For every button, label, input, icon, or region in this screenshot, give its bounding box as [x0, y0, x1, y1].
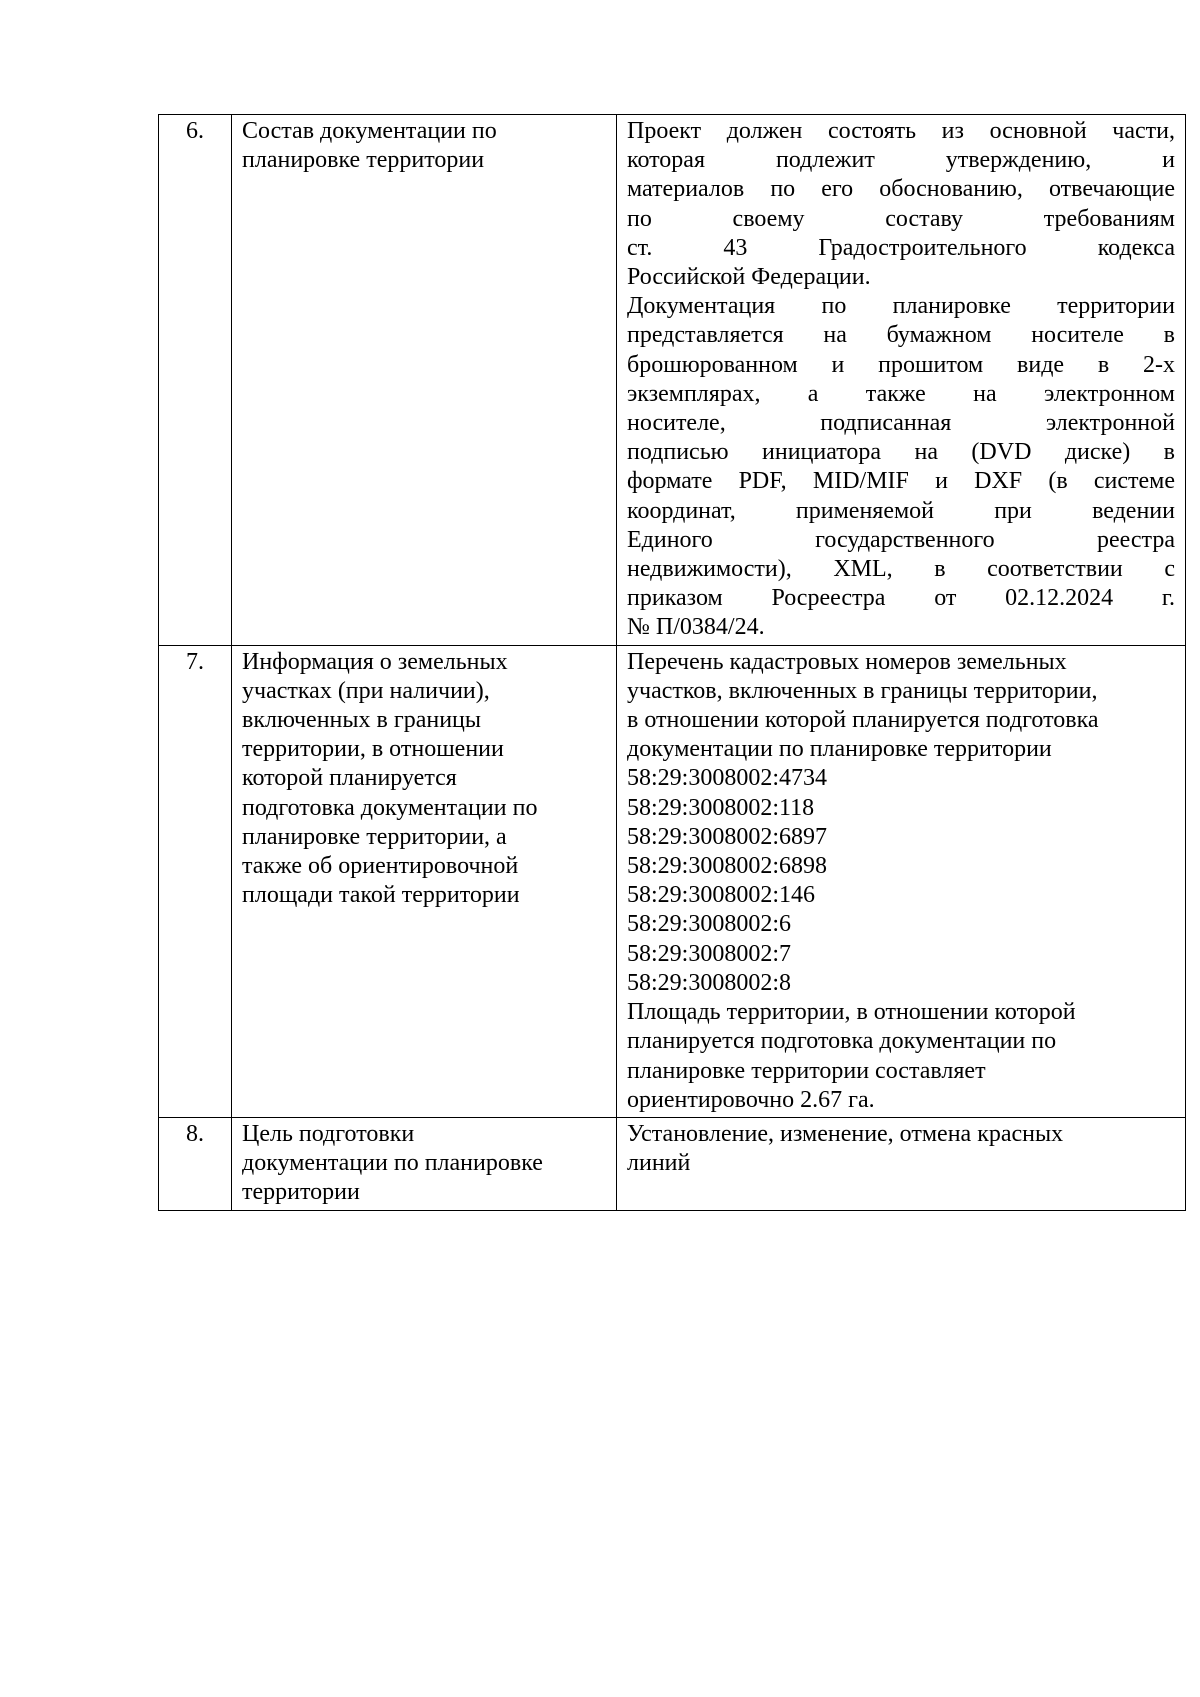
title-line: включенных в границы: [242, 707, 482, 734]
title-line: Состав документации по: [242, 118, 497, 144]
content-line: Проект должен состоять из основной части,: [627, 118, 1175, 144]
row-title: [232, 1117, 617, 1210]
content-line: носителе, подписанная электронной: [627, 410, 1175, 437]
title-line: Цель подготовки: [242, 1120, 415, 1147]
table-row-7: [159, 645, 1186, 1117]
content-line: Перечень кадастровых номеров земельных: [627, 648, 1067, 675]
title-line: площади такой территории: [242, 882, 520, 909]
content-line: недвижимости), XML, в соответствии с: [627, 556, 1175, 583]
row-content: [617, 1117, 1186, 1210]
content-line: формате PDF, MID/MIF и DXF (в системе: [627, 468, 1175, 495]
cadastral-number: 58:29:3008002:6: [627, 911, 792, 938]
content-line: № П/0384/24.: [627, 614, 765, 641]
content-line: Документация по планировке территории: [627, 293, 1175, 320]
row-title: [232, 115, 617, 646]
cadastral-number: 58:29:3008002:6897: [627, 823, 828, 850]
content-line: планируется подготовка документации по: [627, 1028, 1057, 1055]
title-line: которой планируется: [242, 765, 457, 792]
row-content: [617, 645, 1186, 1117]
content-line: представляется на бумажном носителе в: [627, 322, 1175, 349]
row-content: [617, 115, 1186, 646]
cadastral-number: 58:29:3008002:8: [627, 969, 792, 996]
cadastral-number: 58:29:3008002:4734: [627, 765, 828, 792]
title-line: Информация о земельных: [242, 648, 508, 675]
content-line: документации по планировке территории: [627, 736, 1052, 763]
content-line: участков, включенных в границы территории,: [627, 677, 1098, 704]
content-line: брошюрованном и прошитом виде в 2-х: [627, 351, 1175, 378]
content-line: Единого государственного реестра: [627, 526, 1175, 553]
content-line: ориентировочно 2.67 га.: [627, 1086, 875, 1113]
title-line: территории: [242, 1179, 360, 1206]
content-line: Российской Федерации.: [627, 264, 871, 291]
content-line: в отношении которой планируется подготовка: [627, 707, 1099, 734]
content-line: экземплярах, а также на электронном: [627, 380, 1175, 407]
cadastral-number: 58:29:3008002:118: [627, 794, 815, 821]
content-line: ст. 43 Градостроительного кодекса: [627, 234, 1175, 261]
row-number: 6.: [159, 115, 232, 646]
content-line: Площадь территории, в отношении которой: [627, 999, 1076, 1026]
content-line: по своему составу требованиям: [627, 205, 1175, 232]
title-line: также об ориентировочной: [242, 853, 519, 880]
title-line: территории, в отношении: [242, 736, 504, 763]
content-line: планировке территории составляет: [627, 1057, 986, 1084]
cadastral-number: 58:29:3008002:6898: [627, 853, 828, 880]
cadastral-number: 58:29:3008002:7: [627, 940, 792, 967]
content-line: приказом Росреестра от 02.12.2024 г.: [627, 585, 1175, 612]
content-line: которая подлежит утверждению, и: [627, 147, 1175, 174]
title-line: подготовка документации по: [242, 794, 538, 821]
title-line: документации по планировке: [242, 1150, 543, 1177]
title-line: планировке территории: [242, 147, 485, 174]
content-line: материалов по его обоснованию, отвечающие: [627, 176, 1175, 203]
content-line: линий: [627, 1150, 691, 1177]
content-line: Установление, изменение, отмена красных: [627, 1120, 1064, 1147]
title-line: планировке территории, а: [242, 823, 507, 850]
row-title: [232, 645, 617, 1117]
content-line: координат, применяемой при ведении: [627, 497, 1175, 524]
row-number: 7.: [159, 645, 232, 1117]
row-number: 8.: [159, 1117, 232, 1210]
table-row-6: [159, 115, 1186, 646]
requirements-table: [158, 114, 1186, 1211]
table-row-8: [159, 1117, 1186, 1210]
title-line: участках (при наличии),: [242, 677, 490, 704]
cadastral-number: 58:29:3008002:146: [627, 882, 816, 909]
content-line: подписью инициатора на (DVD диске) в: [627, 439, 1175, 466]
